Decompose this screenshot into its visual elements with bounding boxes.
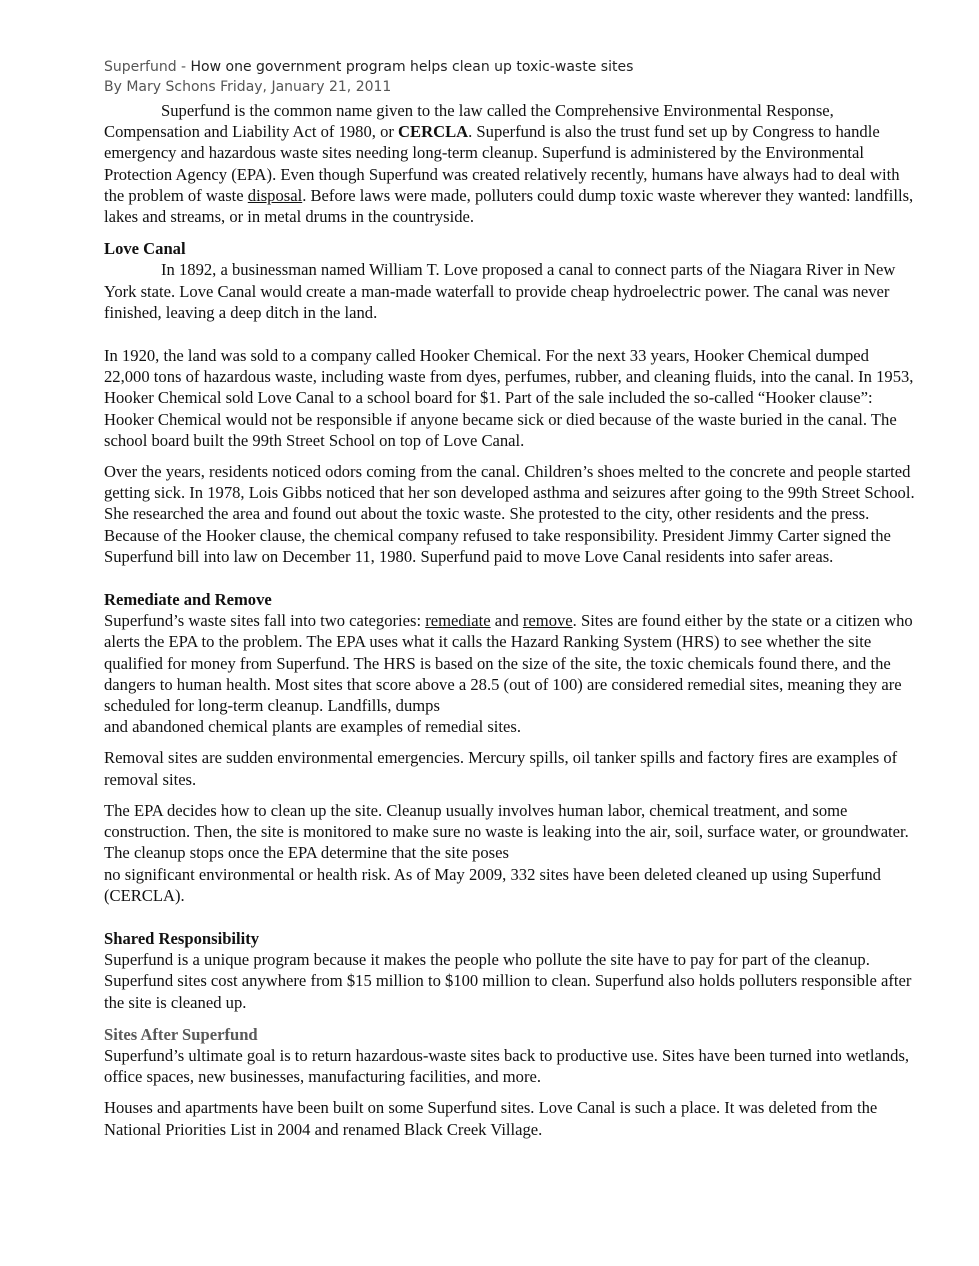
article-title: How one government program helps clean up toxic-waste sites: [190, 59, 634, 75]
intro-disposal: disposal: [247, 185, 303, 205]
remediate-text-c: . Sites are found either by the state or a citizen who alerts the EPA to the problem. The EPA uses what it calls the Hazard Ranking System (HRS) to see whether the site qualified for money from Superfund. The HRS is based on the size of the site, the toxic chemicals found there, and the dangers to human health. Most sites that score above a 28.5 (out of 100) are considered remedial sites, meaning they are scheduled for long-term cleanup. Landfills, dumps: [104, 611, 913, 716]
remediate-text-b: and: [490, 611, 523, 631]
remediate-p3-cont: no significant environmental or health risk. As of May 2009, 332 sites have been deleted cleaned up using Superfund (CERCLA).: [104, 864, 881, 905]
article-header: [104, 57, 916, 97]
remediate-link-word: remediate: [425, 611, 491, 631]
remediate-p2: Removal sites are sudden environmental emergencies. Mercury spills, oil tanker spills and factory fires are examples of removal sites.: [104, 748, 898, 789]
remove-link-word: remove: [522, 611, 573, 631]
intro-paragraph: [104, 100, 916, 227]
heading-shared: Shared Responsibility: [104, 928, 260, 948]
intro-text-3: . Before laws were made, polluters could dump toxic waste wherever they wanted: landfills, lakes and streams, or in metal drums in the countryside.: [104, 185, 914, 227]
remediate-p1: [104, 610, 916, 716]
remediate-text-a: Superfund’s waste sites fall into two categories:: [104, 611, 426, 631]
love-canal-p2: In 1920, the land was sold to a company called Hooker Chemical. For the next 33 years, Hooker Chemical dumped 22,000 tons of hazardous waste, including waste from dyes, perfumes, rubber, and cleaning fluids, into the canal. In 1953, Hooker Chemical sold Love Canal to a school board for $1. Part of the sale included the so-called “Hooker clause”: Hooker Chemical would not be responsible if anyone became sick or died because of the waste buried in the canal. The school board built the 99th Street School on top of Love Canal.: [104, 346, 914, 450]
remediate-p3: The EPA decides how to clean up the site. Cleanup usually involves human labor, chemical treatment, and some construction. Then, the site is monitored to make sure no waste is leaking into the air, soil, surface water, or groundwater. The cleanup stops once the EPA determine that the site poses: [104, 800, 909, 863]
heading-after: Sites After Superfund: [104, 1024, 258, 1044]
shared-p1: Superfund is a unique program because it makes the people who pollute the site have to pay for part of the cleanup. Superfund sites cost anywhere from $15 million to $100 million to clean. Superfund also holds polluters responsible after the site is cleaned up.: [104, 950, 912, 1012]
after-p1: Superfund’s ultimate goal is to return hazardous-waste sites back to productive use. Sites have been turned into wetlands, office spaces, new businesses, manufacturing facilities, and more.: [104, 1045, 910, 1087]
love-canal-p1: In 1892, a businessman named William T. Love proposed a canal to connect parts of the Niagara River in New York state. Love Canal would create a man-made waterfall to provide cheap hydroelectric power. The canal was never finished, leaving a deep ditch in the land.: [104, 260, 896, 322]
remediate-p1-cont: and abandoned chemical plants are examples of remedial sites.: [104, 717, 521, 737]
title-line: [104, 57, 916, 77]
intro-text-2: . Superfund is also the trust fund set up by Congress to handle emergency and hazardous waste sites needing long-term cleanup. Superfund is administered by the Environmental Protection Agency (EPA). Even though Superfund was created relatively recently, humans have always had to deal with the problem of waste: [104, 122, 900, 205]
intro-text-1: Superfund is the common name given to the law called the Comprehensive Environmental Response, Compensation and Liability Act of 1980, or: [104, 101, 834, 142]
article: [104, 57, 916, 1140]
after-p2: Houses and apartments have been built on some Superfund sites. Love Canal is such a place. It was deleted from the National Priorities List in 2004 and renamed Black Creek Village.: [104, 1098, 878, 1139]
byline: By Mary Schons Friday, January 21, 2011: [104, 79, 392, 95]
intro-cercla: CERCLA: [398, 122, 469, 142]
heading-love-canal: Love Canal: [104, 239, 186, 259]
title-prefix: Superfund -: [104, 59, 191, 75]
love-canal-p3: Over the years, residents noticed odors coming from the canal. Children’s shoes melted to the concrete and people started getting sick. In 1978, Lois Gibbs noticed that her son developed asthma and seizures after going to the 99th Street School. She researched the area and found out about the toxic waste. She protested to the city, other residents and the press. Because of the Hooker clause, the chemical company refused to take responsibility. President Jimmy Carter signed the Superfund bill into law on December 11, 1980. Superfund paid to move Love Canal residents into safer areas.: [104, 462, 915, 566]
heading-remediate: Remediate and Remove: [104, 590, 272, 610]
